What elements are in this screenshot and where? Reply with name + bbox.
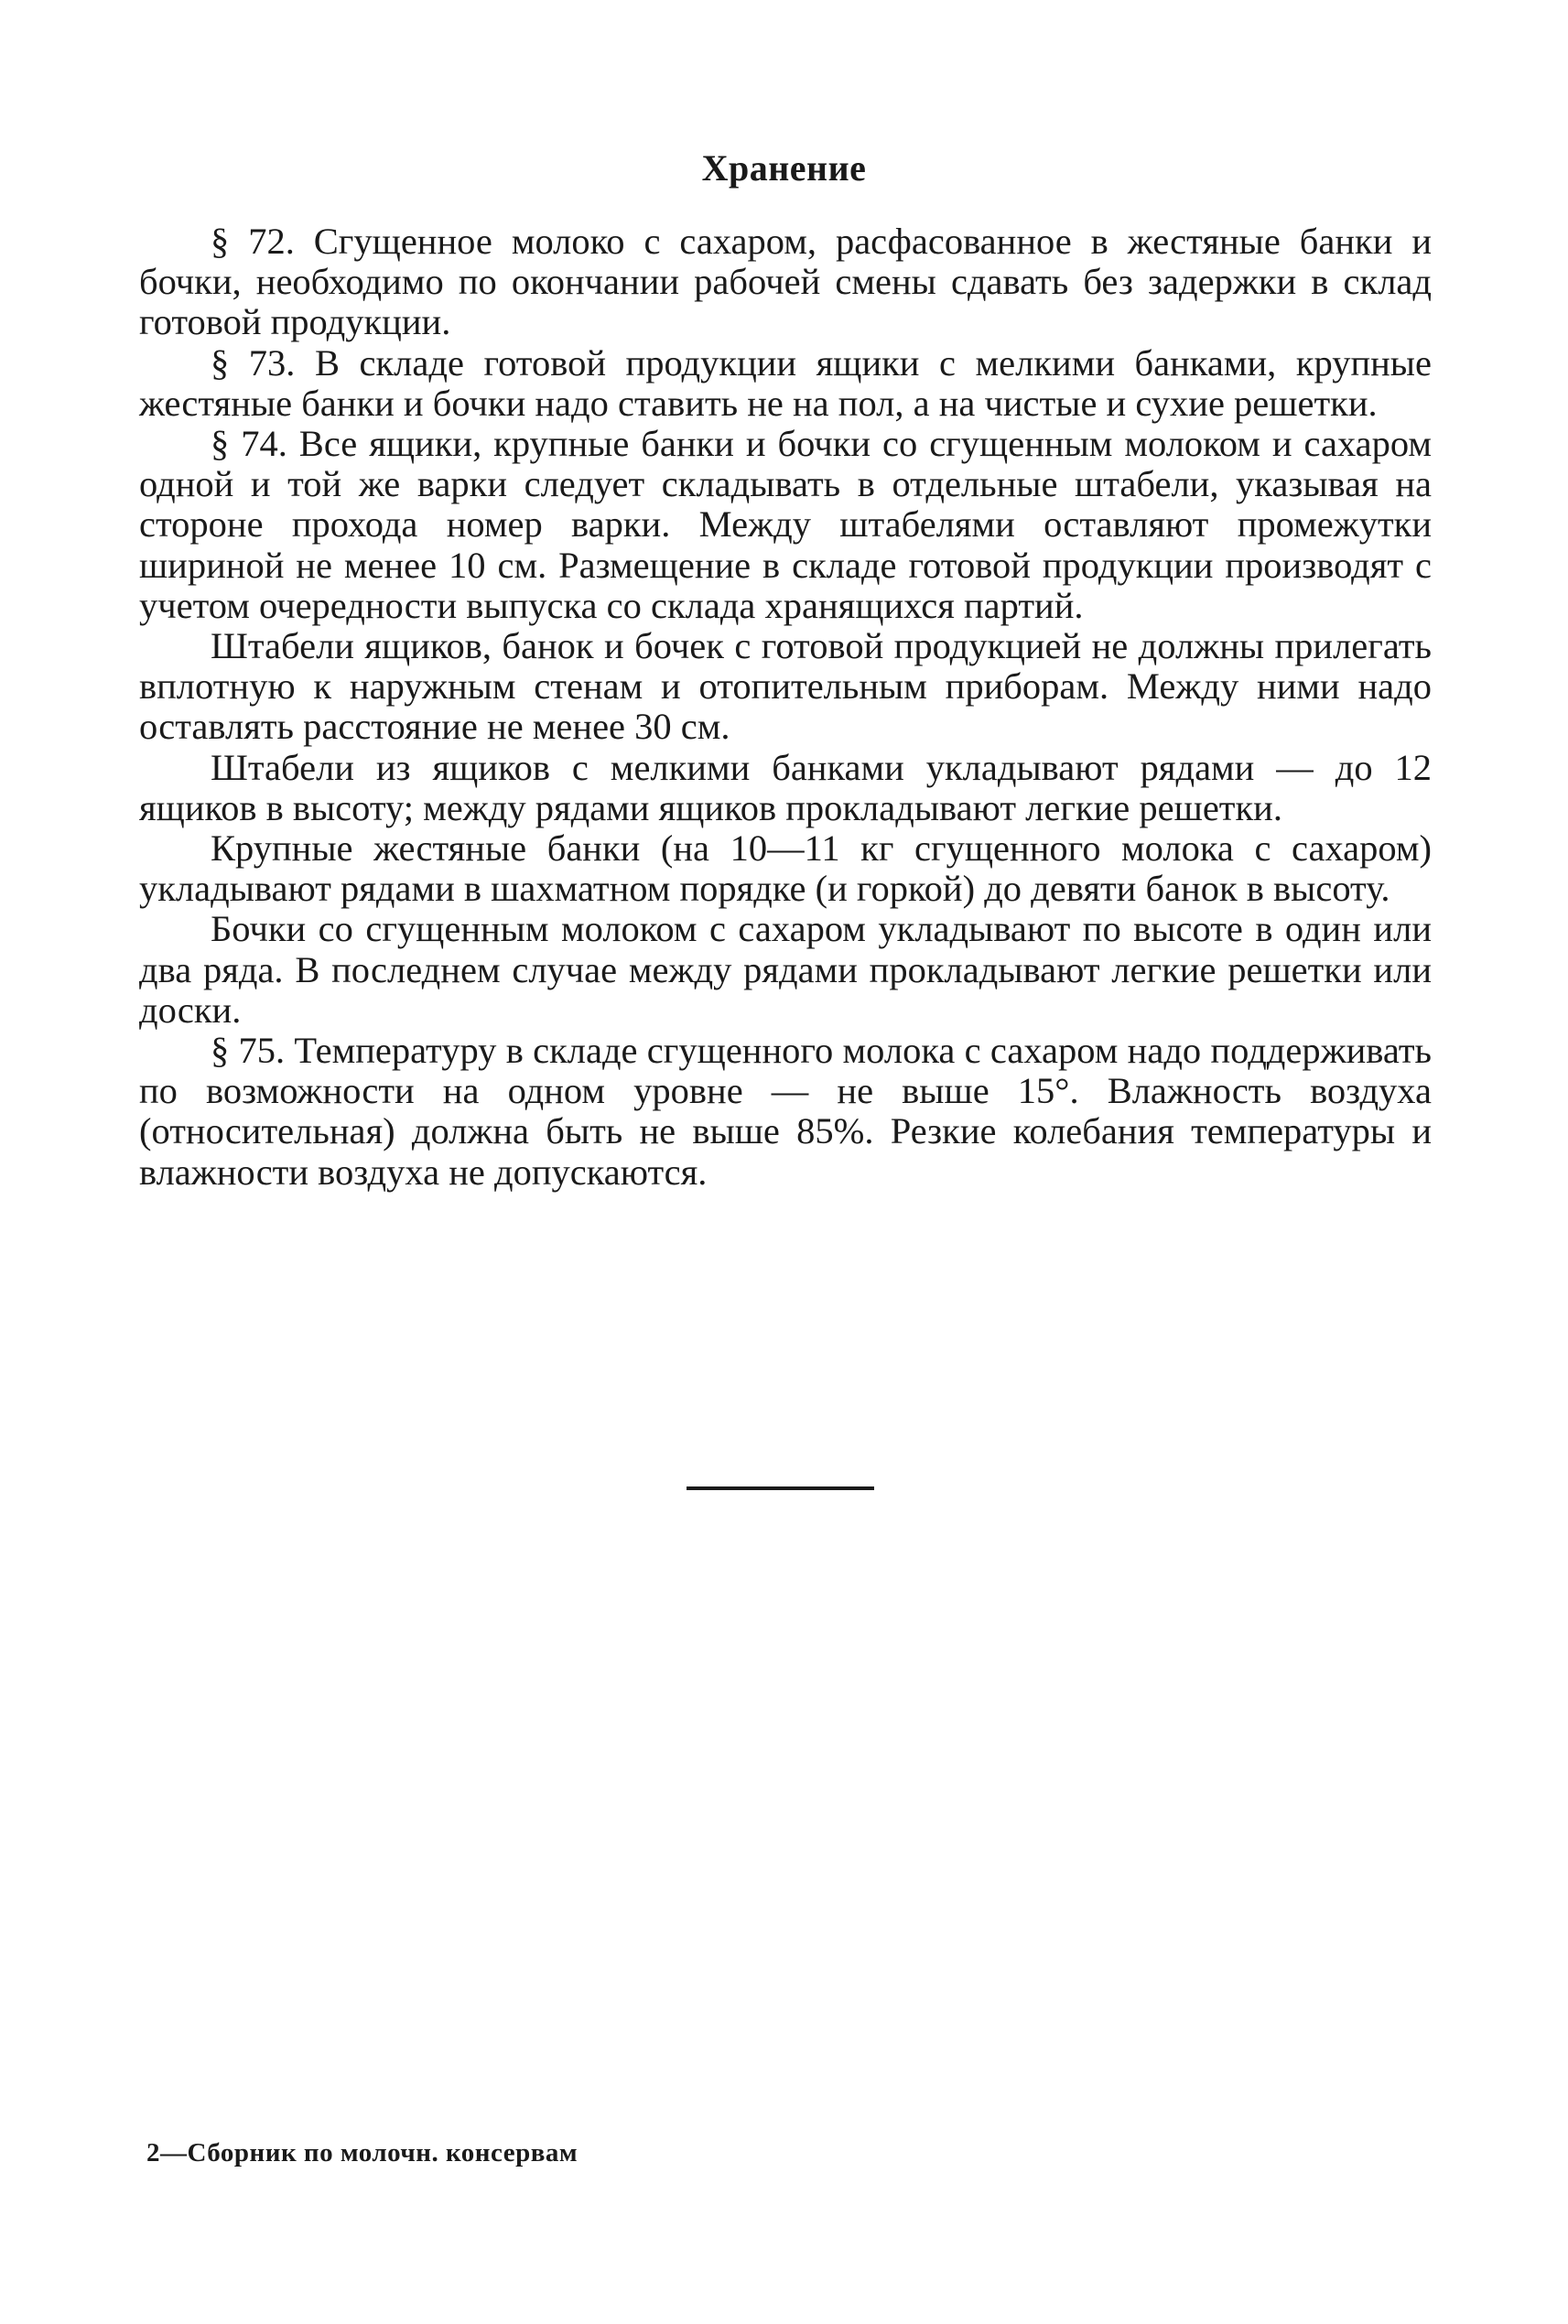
paragraph-74-large-cans: Крупные жестяные банки (на 10—11 кг сгущенного молока с сахаром) укладывают рядами в шахматном порядке (и горкой) до девяти банок в высоту. <box>139 827 1432 910</box>
paragraph-74-barrels: Бочки со сгущенным молоком с сахаром укладывают по высоте в один или два ряда. В последнем случае между рядами прокладывают легкие решетки или доски. <box>139 908 1432 1031</box>
page-title: Хранение <box>701 147 867 189</box>
paragraph-75: § 75. Температуру в складе сгущенного молока с сахаром надо поддерживать по возможности на одном уровне — не выше 15°. Влажность воздуха (относительная) должна быть не выше 85%. Резкие колебания температуры и влажности воздуха не допускаются. <box>139 1030 1432 1193</box>
paragraph-73: § 73. В складе готовой продукции ящики с мелкими банками, крупные жестяные банки и бочки надо ставить не на пол, а на чистые и сухие решетки. <box>139 341 1432 424</box>
body-text <box>139 222 1432 1193</box>
paragraph-74: § 74. Все ящики, крупные банки и бочки со сгущенным молоком и сахаром одной и той же варки следует складывать в отдельные штабели, указывая на стороне прохода номер варки. Между штабелями оставляют промежутки шириной не менее 10 см. Размещение в складе готовой продукции производят с учетом очередности выпуска со склада хранящихся партий. <box>139 423 1432 626</box>
paragraph-74-stacks-spacing: Штабели ящиков, банок и бочек с готовой продукцией не должны прилегать вплотную к наружным стенам и отопительным приборам. Между ними надо оставлять расстояние не менее 30 см. <box>139 625 1432 748</box>
footer-signature: 2—Сборник по молочн. консервам <box>146 2138 579 2167</box>
paragraph-74-box-stacks: Штабели из ящиков с мелкими банками укладывают рядами — до 12 ящиков в высоту; между рядами ящиков прокладывают легкие решетки. <box>139 746 1432 828</box>
section-end-rule <box>687 1486 874 1490</box>
paragraph-72: § 72. Сгущенное молоко с сахаром, расфасованное в жестяные банки и бочки, необходимо по окончании рабочей смены сдавать без задержки в склад готовой продукции. <box>139 221 1432 343</box>
